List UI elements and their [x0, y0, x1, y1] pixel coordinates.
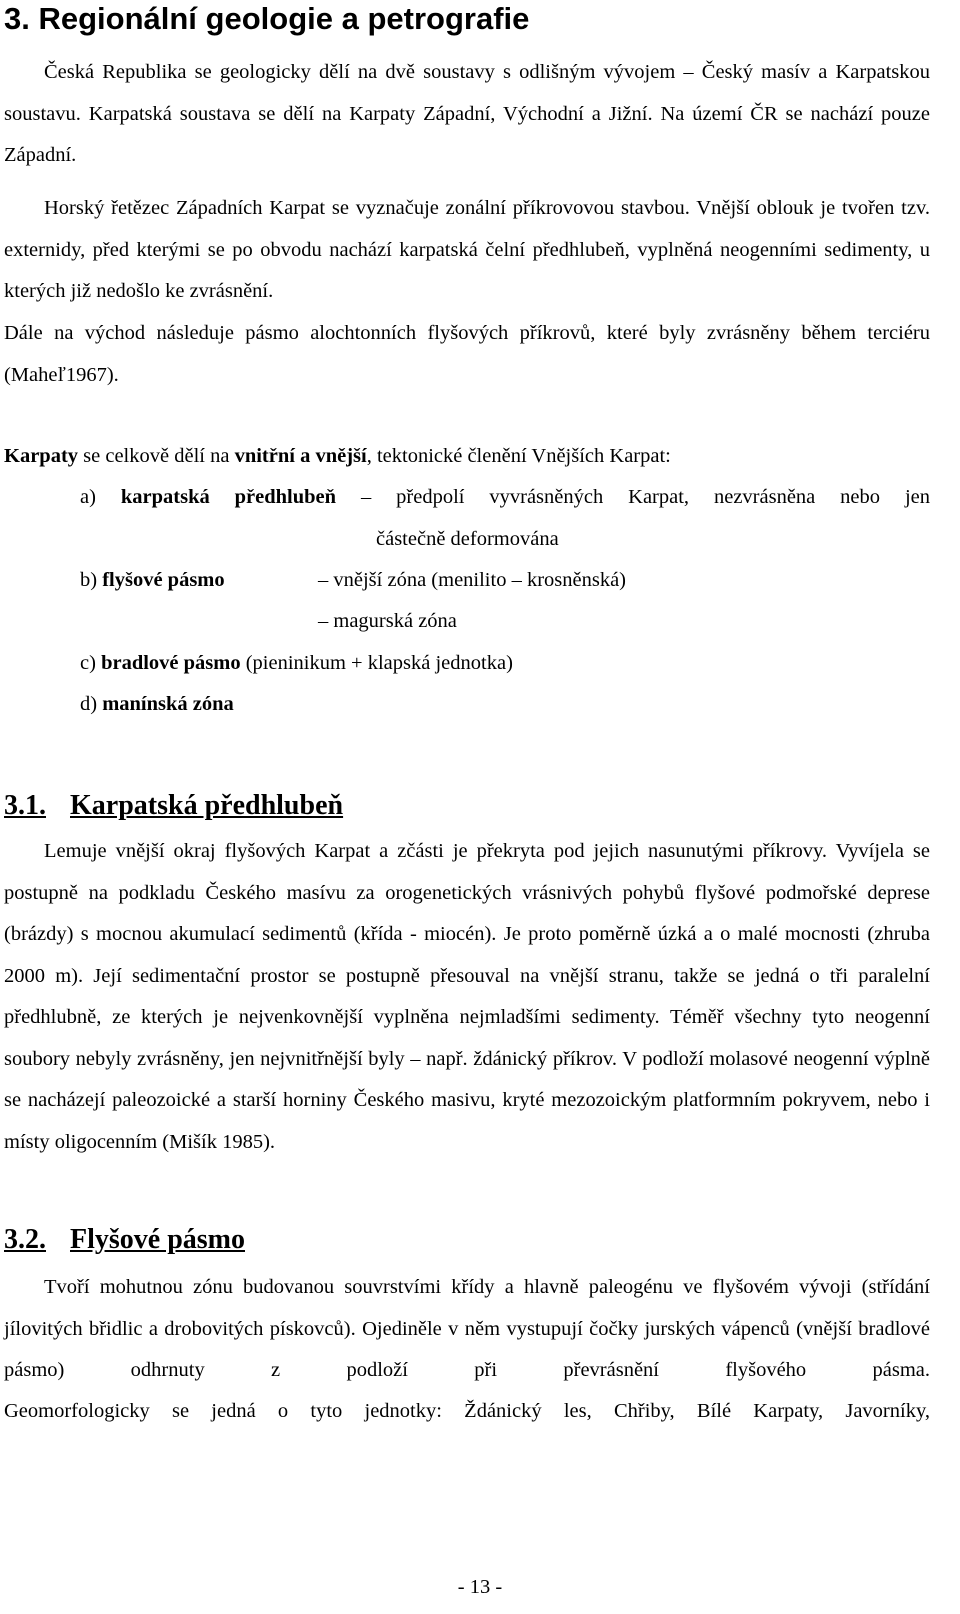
section-number: 3.1.: [4, 790, 46, 821]
section-heading-3-2: [4, 1222, 245, 1258]
list-item-b-desc-1: – vnější zóna (menilito – krosněnská): [318, 569, 627, 591]
chapter-heading: 3. Regionální geologie a petrografie: [4, 1, 530, 36]
list-item-b: b) flyšové pásmo: [80, 569, 225, 591]
section-3-2-paragraph: Tvoří mohutnou zónu budovanou souvrstvími křídy a hlavně paleogénu ve flyšovém vývoji (střídání jílovitých břidlic a drobovitých pískovců). Ojediněle v něm vystupují čočky jurských vápenců (vnější bradlové pásmo) odhrnuty z podloží při převrásnění flyšového pásma.: [4, 1276, 930, 1381]
section-title: Karpatská předhlubeň: [70, 790, 344, 821]
term-inner-outer: vnitřní a vnější: [234, 445, 367, 467]
term-bradlove-pasmo: bradlové pásmo: [101, 652, 241, 674]
division-lead: Karpaty se celkově dělí na vnitřní a vnější, tektonické členění Vnějších Karpat:: [4, 445, 671, 467]
list-item-a-continuation: částečně deformována: [376, 528, 559, 550]
section-3-2-last-line: Geomorfologicky se jedná o tyto jednotky: Ždánický les, Chřiby, Bílé Karpaty, Javorníky,: [4, 1400, 930, 1422]
section-3-1-paragraph: Lemuje vnější okraj flyšových Karpat a zčásti je překryta pod jejich nasunutými příkrovy. Vyvíjela se postupně na podkladu Českého masívu za orogenetických vrásnivých pohybů flyšové podmořské deprese (brázdy) s mocnou akumulací sedimentů (křída - miocén). Je proto poměrně úzká a o malé mocnosti (zhruba 2000 m). Její sedimentační prostor se postupně přesouval na vnější stranu, takže se jedná o tři paralelní předhlubně, ze kterých je nejvenkovnější vyplněna nejmladšími sedimenty. Téměř všechny tyto neogenní soubory nebyly zvrásněny, jen nejvnitřnější byly – např. ždánický příkrov. V podloží molasové neogenní výplně se nacházejí paleozoické a starší horniny Českého masivu, kryté mezozoickým platformním pokryvem, nebo i místy oligocenním (Mišík 1985).: [4, 840, 930, 1153]
list-item-a: a) karpatská předhlubeň – předpolí vyvrásněných Karpat, nezvrásněna nebo jen: [80, 486, 930, 508]
term-flysove-pasmo: flyšové pásmo: [102, 569, 225, 591]
section-heading-3-1: [4, 788, 343, 824]
term-karpatska-predhluben: karpatská předhlubeň: [120, 486, 337, 508]
list-item-d: d) manínská zóna: [80, 693, 234, 715]
list-item-c: c) bradlové pásmo (pieninikum + klapská jednotka): [80, 652, 513, 674]
intro-paragraph-2: Horský řetězec Západních Karpat se vyznačuje zonální příkrovovou stavbou. Vnější oblouk je tvořen tzv. externidy, před kterými se po obvodu nachází karpatská čelní předhlubeň, vyplněná neogenními sedimenty, u kterých již nedošlo ke zvrásnění.: [4, 197, 930, 302]
section-number: 3.2.: [4, 1224, 46, 1255]
intro-paragraph-1: Česká Republika se geologicky dělí na dvě soustavy s odlišným vývojem – Český masív a Karpatskou soustavu. Karpatská soustava se dělí na Karpaty Západní, Východní a Jižní. Na území ČR se nachází pouze Západní.: [4, 61, 930, 166]
term-karpaty: Karpaty: [4, 445, 79, 467]
term-maninska-zona: manínská zóna: [102, 693, 234, 715]
page-number: - 13 -: [457, 1576, 503, 1598]
section-title: Flyšové pásmo: [70, 1224, 245, 1255]
list-item-b-desc-2: – magurská zóna: [318, 610, 457, 632]
intro-paragraph-3: Dále na východ následuje pásmo alochtonních flyšových příkrovů, které byly zvrásněny během terciéru (Maheľ1967).: [4, 322, 930, 386]
